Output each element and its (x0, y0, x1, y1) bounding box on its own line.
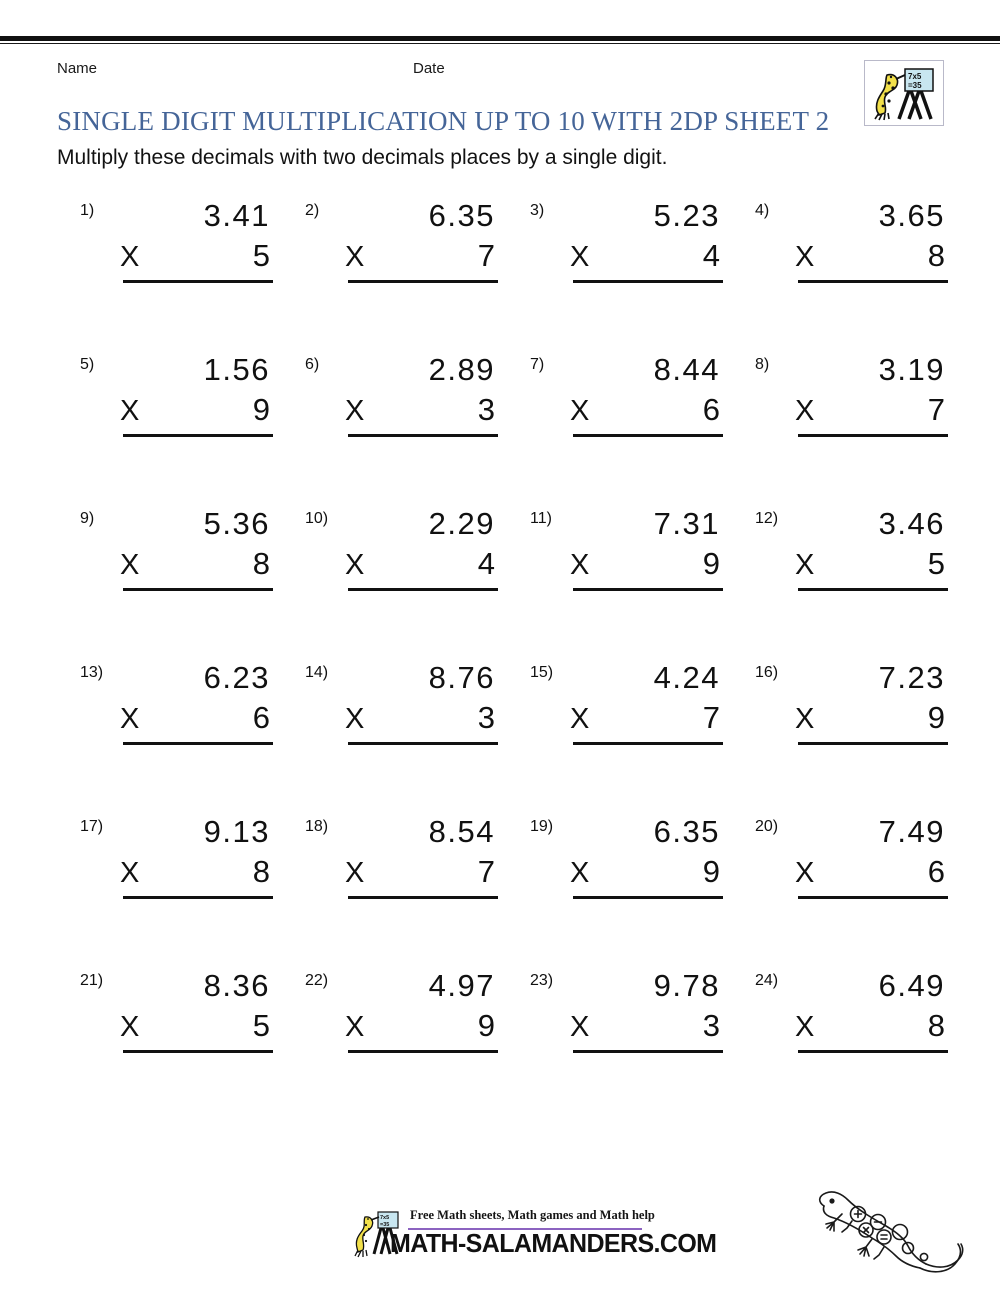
problem-number: 10) (305, 510, 329, 527)
multiplier: 6 (702, 392, 720, 427)
operand-top: 2.89 (428, 352, 495, 387)
multiplier: 4 (477, 546, 495, 581)
operand-top: 5.36 (203, 506, 270, 541)
problem-sum (118, 504, 273, 591)
answer-rule (123, 896, 273, 899)
problem-cell (733, 966, 958, 1120)
multiply-operator: X (120, 1011, 140, 1043)
operand-top: 9.13 (203, 814, 270, 849)
problem-number: 12) (755, 510, 779, 527)
problem-sum (568, 812, 723, 899)
multiply-operator: X (570, 703, 590, 735)
problem-row (58, 196, 958, 350)
problem-number: 8) (755, 356, 770, 373)
answer-rule (123, 588, 273, 591)
problem-row (58, 812, 958, 966)
problem-cell (58, 350, 283, 504)
problem-number: 3) (530, 202, 545, 219)
operand-top: 8.76 (428, 660, 495, 695)
footer-site-url[interactable]: MATH-SALAMANDERS.COM (390, 1229, 717, 1259)
operand-bottom-row (793, 1006, 948, 1047)
multiplier: 7 (477, 238, 495, 273)
problem-sum (793, 196, 948, 283)
problem-sum (343, 350, 498, 437)
problem-sum (343, 812, 498, 899)
problem-cell (733, 812, 958, 966)
operand-bottom-row (118, 698, 273, 739)
problem-grid (58, 196, 958, 1120)
board-line1: 7x5 (908, 72, 922, 81)
footer-logo[interactable] (352, 1206, 717, 1266)
answer-rule (573, 434, 723, 437)
operand-bottom-row (118, 390, 273, 431)
answer-rule (348, 588, 498, 591)
multiply-operator: X (570, 395, 590, 427)
footer-tagline: Free Math sheets, Math games and Math help (410, 1208, 655, 1222)
multiply-operator: X (795, 395, 815, 427)
operand-top: 7.49 (878, 814, 945, 849)
multiplier: 6 (252, 700, 270, 735)
problem-number: 7) (530, 356, 545, 373)
operand-top: 5.23 (653, 198, 720, 233)
multiplier: 7 (927, 392, 945, 427)
problem-number: 18) (305, 818, 329, 835)
operand-top: 4.97 (428, 968, 495, 1003)
problem-number: 5) (80, 356, 95, 373)
answer-rule (798, 280, 948, 283)
problem-number: 4) (755, 202, 770, 219)
problem-sum (568, 350, 723, 437)
operand-top: 3.41 (203, 198, 270, 233)
multiply-operator: X (795, 1011, 815, 1043)
problem-cell (58, 812, 283, 966)
operand-bottom-row (568, 1006, 723, 1047)
problem-cell (283, 350, 508, 504)
operand-bottom-row (118, 236, 273, 277)
problem-number: 16) (755, 664, 779, 681)
problem-number: 21) (80, 972, 104, 989)
multiply-operator: X (795, 703, 815, 735)
answer-rule (798, 742, 948, 745)
problem-number: 22) (305, 972, 329, 989)
multiplier: 5 (927, 546, 945, 581)
answer-rule (798, 896, 948, 899)
multiply-operator: X (345, 1011, 365, 1043)
multiplier: 9 (477, 1008, 495, 1043)
operand-bottom-row (118, 852, 273, 893)
problem-sum (568, 658, 723, 745)
multiplier: 9 (927, 700, 945, 735)
multiplier: 7 (477, 854, 495, 889)
board-line2: =35 (908, 81, 922, 90)
multiply-operator: X (345, 703, 365, 735)
multiplier: 3 (702, 1008, 720, 1043)
date-field-label: Date (413, 60, 445, 77)
svg-text:7x5: 7x5 (380, 1215, 390, 1221)
problem-cell (508, 966, 733, 1120)
answer-rule (573, 742, 723, 745)
multiplier: 3 (477, 392, 495, 427)
operand-top: 3.65 (878, 198, 945, 233)
problem-row (58, 504, 958, 658)
problem-row (58, 350, 958, 504)
problem-cell (283, 812, 508, 966)
operand-bottom-row (343, 698, 498, 739)
multiply-operator: X (120, 857, 140, 889)
answer-rule (798, 588, 948, 591)
problem-sum (118, 196, 273, 283)
multiply-operator: X (120, 395, 140, 427)
problem-sum (118, 812, 273, 899)
multiply-operator: X (345, 549, 365, 581)
answer-rule (348, 1050, 498, 1053)
problem-sum (343, 504, 498, 591)
operand-top: 6.49 (878, 968, 945, 1003)
operand-bottom-row (118, 1006, 273, 1047)
answer-rule (348, 434, 498, 437)
problem-number: 2) (305, 202, 320, 219)
problem-sum (343, 196, 498, 283)
multiply-operator: X (120, 241, 140, 273)
problem-number: 9) (80, 510, 95, 527)
operand-bottom-row (793, 852, 948, 893)
problem-cell (508, 812, 733, 966)
answer-rule (123, 1050, 273, 1053)
answer-rule (573, 588, 723, 591)
problem-cell (508, 350, 733, 504)
answer-rule (123, 280, 273, 283)
operand-top: 9.78 (653, 968, 720, 1003)
operand-top: 6.23 (203, 660, 270, 695)
operand-bottom-row (793, 390, 948, 431)
problem-cell (58, 658, 283, 812)
salamander-teacher-icon (865, 61, 943, 125)
multiplier: 7 (702, 700, 720, 735)
answer-rule (573, 896, 723, 899)
multiply-operator: X (570, 857, 590, 889)
problem-sum (793, 658, 948, 745)
problem-cell (283, 196, 508, 350)
svg-text:=35: =35 (380, 1222, 390, 1228)
problem-sum (118, 658, 273, 745)
operand-bottom-row (343, 544, 498, 585)
multiplier: 9 (252, 392, 270, 427)
answer-rule (348, 742, 498, 745)
operand-top: 3.19 (878, 352, 945, 387)
problem-sum (568, 504, 723, 591)
multiplier: 5 (252, 1008, 270, 1043)
problem-row (58, 658, 958, 812)
problem-cell (733, 196, 958, 350)
multiplier: 8 (927, 238, 945, 273)
problem-number: 20) (755, 818, 779, 835)
problem-sum (568, 196, 723, 283)
salamander-line-art (800, 1176, 980, 1281)
multiply-operator: X (795, 857, 815, 889)
multiply-operator: X (345, 395, 365, 427)
problem-cell (283, 966, 508, 1120)
operand-bottom-row (793, 698, 948, 739)
multiply-operator: X (570, 549, 590, 581)
multiplier: 5 (252, 238, 270, 273)
operand-top: 3.46 (878, 506, 945, 541)
multiply-operator: X (570, 1011, 590, 1043)
operand-top: 8.44 (653, 352, 720, 387)
operand-top: 4.24 (653, 660, 720, 695)
multiplier: 8 (252, 854, 270, 889)
operand-bottom-row (793, 236, 948, 277)
problem-number: 24) (755, 972, 779, 989)
multiplier: 8 (252, 546, 270, 581)
answer-rule (348, 896, 498, 899)
answer-rule (348, 280, 498, 283)
operand-top: 8.54 (428, 814, 495, 849)
multiply-operator: X (345, 241, 365, 273)
name-field-label: Name (57, 60, 98, 77)
answer-rule (573, 280, 723, 283)
problem-cell (58, 196, 283, 350)
multiply-operator: X (795, 241, 815, 273)
operand-bottom-row (343, 390, 498, 431)
problem-number: 13) (80, 664, 104, 681)
problem-cell (733, 350, 958, 504)
operand-bottom-row (118, 544, 273, 585)
multiply-operator: X (120, 549, 140, 581)
problem-cell (58, 504, 283, 658)
problem-sum (793, 504, 948, 591)
multiplier: 6 (927, 854, 945, 889)
problem-sum (118, 966, 273, 1053)
problem-sum (343, 658, 498, 745)
problem-sum (793, 350, 948, 437)
problem-cell (283, 504, 508, 658)
page-top-rule (0, 36, 1000, 42)
problem-number: 23) (530, 972, 554, 989)
operand-bottom-row (343, 236, 498, 277)
page-subtitle: Multiply these decimals with two decimals places by a single digit. (57, 146, 668, 169)
multiplier: 8 (927, 1008, 945, 1043)
answer-rule (123, 742, 273, 745)
multiply-operator: X (570, 241, 590, 273)
problem-cell (283, 658, 508, 812)
problem-cell (733, 658, 958, 812)
multiplier: 9 (702, 854, 720, 889)
problem-number: 6) (305, 356, 320, 373)
operand-top: 6.35 (653, 814, 720, 849)
operand-bottom-row (343, 1006, 498, 1047)
operand-top: 6.35 (428, 198, 495, 233)
problem-number: 17) (80, 818, 104, 835)
answer-rule (123, 434, 273, 437)
multiplier: 3 (477, 700, 495, 735)
problem-sum (343, 966, 498, 1053)
operand-top: 1.56 (203, 352, 270, 387)
operand-bottom-row (793, 544, 948, 585)
problem-number: 14) (305, 664, 329, 681)
multiply-operator: X (345, 857, 365, 889)
operand-bottom-row (568, 544, 723, 585)
problem-sum (568, 966, 723, 1053)
operand-bottom-row (568, 390, 723, 431)
problem-number: 19) (530, 818, 554, 835)
problem-row (58, 966, 958, 1120)
problem-sum (118, 350, 273, 437)
multiply-operator: X (795, 549, 815, 581)
operand-bottom-row (568, 236, 723, 277)
problem-cell (733, 504, 958, 658)
problem-number: 11) (530, 510, 552, 527)
operand-bottom-row (568, 852, 723, 893)
answer-rule (798, 1050, 948, 1053)
operand-bottom-row (343, 852, 498, 893)
operand-top: 7.23 (878, 660, 945, 695)
operand-top: 8.36 (203, 968, 270, 1003)
multiplier: 4 (702, 238, 720, 273)
operand-bottom-row (568, 698, 723, 739)
math-salamanders-logo (864, 60, 944, 126)
problem-cell (508, 504, 733, 658)
problem-cell (58, 966, 283, 1120)
answer-rule (798, 434, 948, 437)
problem-number: 15) (530, 664, 554, 681)
answer-rule (573, 1050, 723, 1053)
page-title: SINGLE DIGIT MULTIPLICATION UP TO 10 WITH 2DP SHEET 2 (57, 106, 830, 136)
multiply-operator: X (120, 703, 140, 735)
operand-top: 7.31 (653, 506, 720, 541)
problem-sum (793, 812, 948, 899)
operand-top: 2.29 (428, 506, 495, 541)
problem-number: 1) (80, 202, 95, 219)
page-top-rule-thin (0, 43, 1000, 44)
problem-sum (793, 966, 948, 1053)
multiplier: 9 (702, 546, 720, 581)
problem-cell (508, 658, 733, 812)
problem-cell (508, 196, 733, 350)
